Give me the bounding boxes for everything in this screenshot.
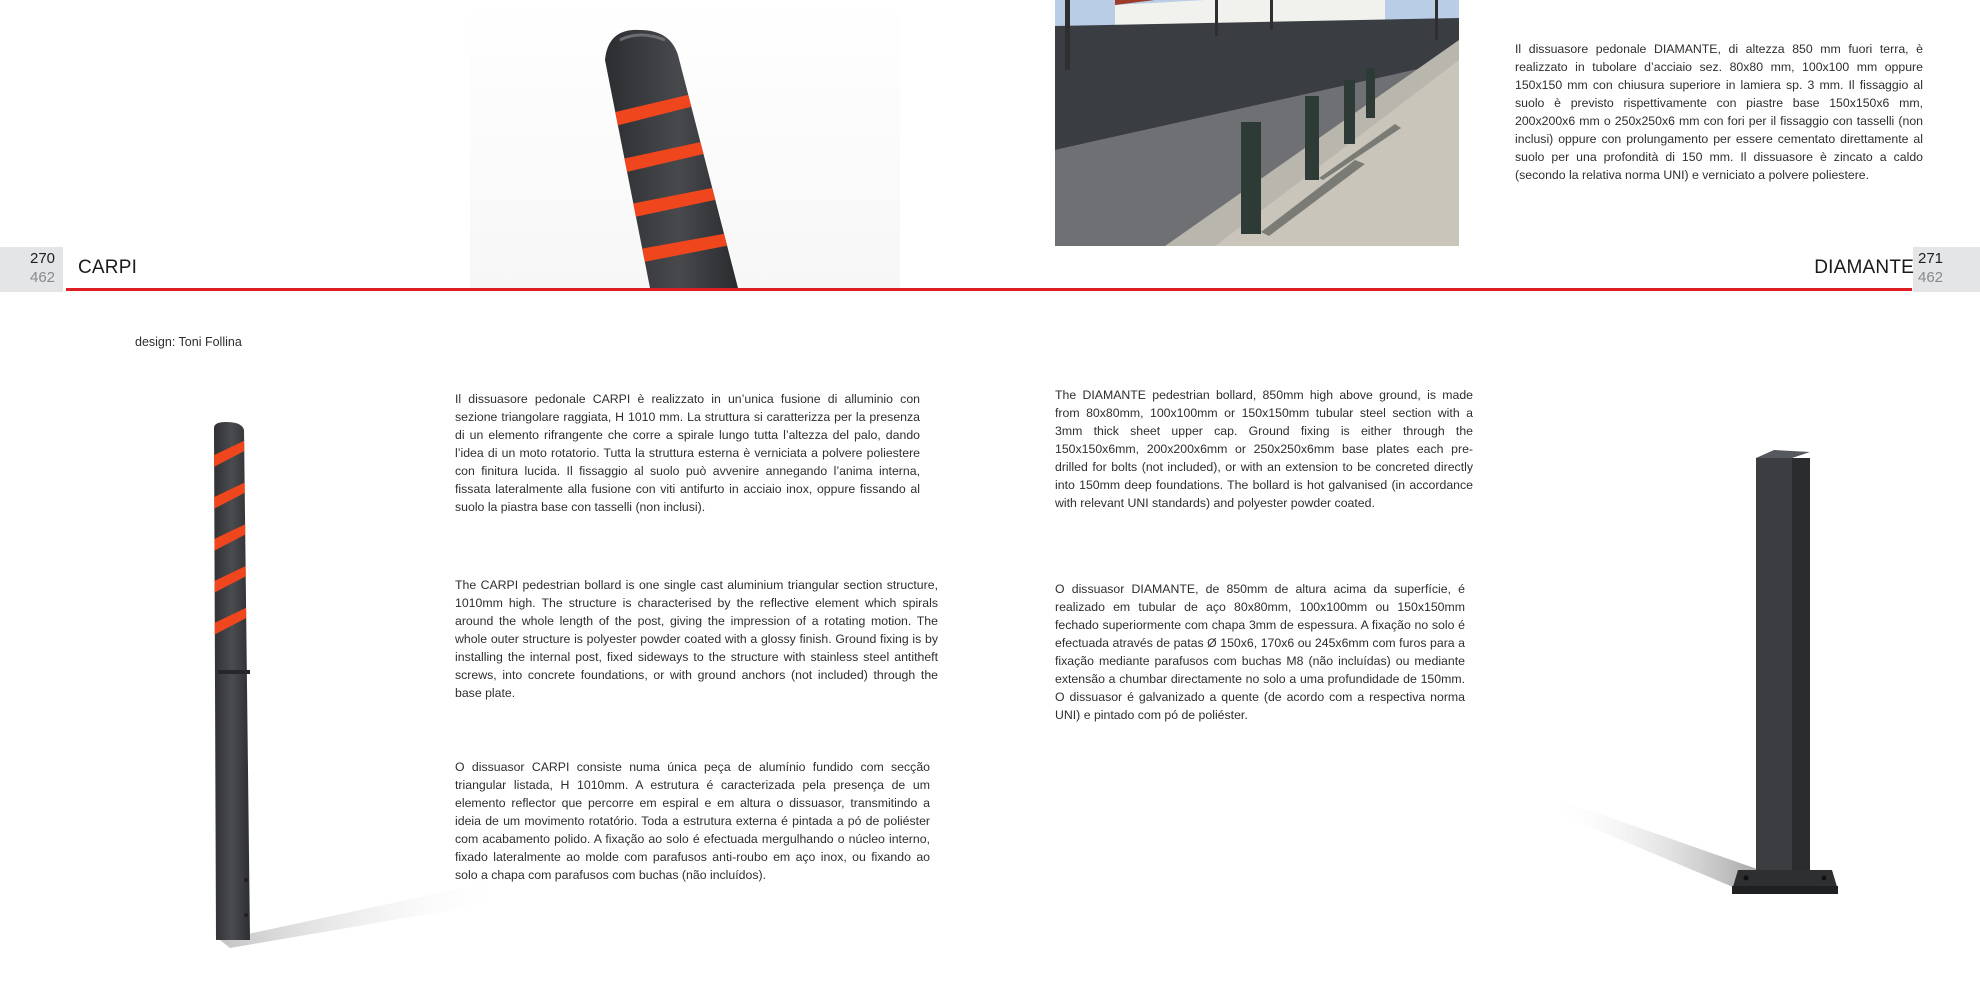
- carpi-closeup-photo: [470, 0, 900, 288]
- diamante-bollard-photo: [1520, 400, 1960, 960]
- diamante-text-en: The DIAMANTE pedestrian bollard, 850mm high above ground, is made from 80x80mm, 100x100mm or 150x150mm tubular steel section with a 3mm thick sheet upper cap. Ground fixing is either through the 150x150x6mm, 200x200x6mm or 250x250x6mm base plates each pre-drilled for bolts (not included), or with an extension to be concreted directly into 150mm deep foundations. The bollard is hot galvanised (in accordance with relevant UNI standards) and polyester powder coated.: [1055, 388, 1473, 510]
- carpi-text-it: Il dissuasore pedonale CARPI è realizzato in un’unica fusione di alluminio con sezione triangolare raggiata, H 1010 mm. La struttura si caratterizza per la presenza di un elemento rifrangente che corre a spirale lungo tutta l’altezza del palo, dando l’idea di un moto rotatorio. Tutta la struttura esterna è verniciata a polvere poliestere con finitura lucida. Il fissaggio al suolo può avvenire annegando l’anima interna, fissata lateralmente alla fusione con viti antifurto in acciaio inox, oppure fissando al suolo la piastra base con tasselli (non inclusi).: [455, 392, 920, 514]
- bollard-closeup-icon: [470, 0, 900, 288]
- page-number-left-sub: 462: [30, 269, 56, 286]
- product-title-carpi: CARPI: [78, 257, 138, 278]
- diamante-text-it: Il dissuasore pedonale DIAMANTE, di altezza 850 mm fuori terra, è realizzato in tubolare d’acciaio sez. 80x80 mm, 100x100 mm oppure 150x150 mm con chiusura superiore in lamiera sp. 3 mm. Il fissaggio al suolo è previsto rispettivamente con piastre base 150x150x6 mm, 200x200x6 mm o 250x250x6 mm con fori per il fissaggio con tasselli (non inclusi) oppure con prolungamento per essere cementato direttamente al suolo per una profondità di 150 mm. Il dissuasore è zincato a caldo (secondo la relativa norma UNI) e verniciato a polvere poliestere.: [1515, 42, 1923, 182]
- page-number-left: 270: [30, 250, 56, 267]
- street-scene-icon: [1055, 0, 1459, 246]
- page-number-right-sub: 462: [1918, 269, 1944, 286]
- street-bollards-photo: [1055, 0, 1459, 246]
- carpi-text-pt: O dissuasor CARPI consiste numa única peça de alumínio fundido com secção triangular listada, H 1010mm. A estrutura é caracterizada pela presença de um elemento reflector que percorre em espiral e em altura o dissuasor, transmitindo a ideia de um movimento rotatório. Toda a estrutura externa é pintada a pó de poliéster com acabamento polido. A fixação ao solo é efectuada mergulhando o núcleo interno, fixado lateralmente ao molde com parafusos anti-roubo em aço inox, ou fixando ao solo a chapa com parafusos com buchas (não incluídos).: [455, 760, 930, 882]
- designer-credit: design: Toni Follina: [135, 335, 242, 349]
- header-red-rule: [66, 288, 1912, 291]
- carpi-text-en: The CARPI pedestrian bollard is one single cast aluminium triangular section structure, 1010mm high. The structure is characterised by the reflective element which spirals around the whole length of the post, giving the impression of a rotating motion. The whole outer structure is polyester powder coated with a glossy finish. Ground fixing is by installing the internal post, fixed sideways to the structure with stainless steel antitheft screws, into concrete foundations, or with ground anchors (not included) through the base plate.: [455, 578, 938, 700]
- diamante-bollard-icon: [1520, 400, 1960, 960]
- diamante-text-pt: O dissuasor DIAMANTE, de 850mm de altura acima da superfície, é realizado em tubular de aço 80x80mm, 100x100mm ou 150x150mm fechado superiormente com chapa 3mm de espessura. A fixação no solo é efectuada através de patas Ø 150x6, 170x6 ou 245x6mm com furos para a fixação mediante parafusos com buchas M8 (não incluídas) ou mediante extensão a chumbar directamente no solo a uma profundidade de 150mm. O dissuasor é galvanizado a quente (de acordo com a respectiva norma UNI) e pintado com pó de poliéster.: [1055, 582, 1465, 722]
- product-title-diamante: DIAMANTE: [1814, 257, 1914, 278]
- page-number-right: 271: [1918, 250, 1944, 267]
